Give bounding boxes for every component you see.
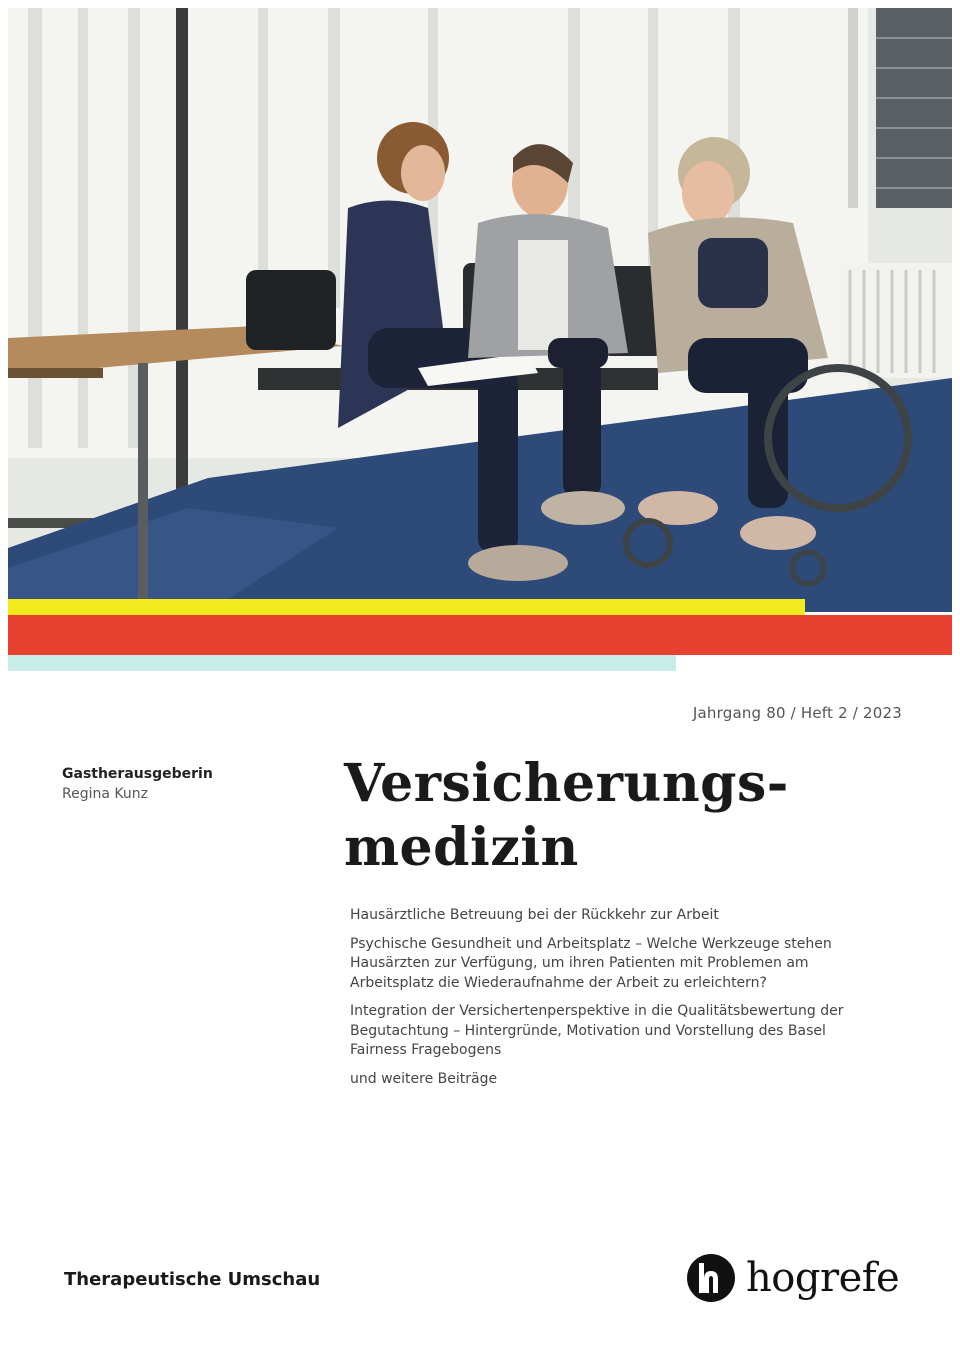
guest-editor-name: Regina Kunz: [62, 786, 148, 802]
publisher-logo: [686, 1248, 899, 1308]
article-list: [350, 906, 870, 1098]
title-line-1: Versicherungs-: [344, 753, 789, 814]
hogrefe-logo-icon: [686, 1253, 736, 1303]
journal-name: Therapeutische Umschau: [64, 1269, 321, 1290]
red-stripe: [8, 615, 952, 655]
cover-title: [344, 752, 904, 880]
article-2: Psychische Gesundheit und Arbeitsplatz – Welche Werkzeuge stehen Hausärzten zur Verfügung, um ihren Patienten mit Problemen am Arbeitsplatz die Wiederaufnahme der Arbeit zu erleichtern?: [350, 935, 832, 991]
publisher-name: hogrefe: [746, 1255, 900, 1301]
article-more: und weitere Beiträge: [350, 1070, 498, 1087]
title-line-2: medizin: [344, 817, 579, 878]
article-1: Hausärztliche Betreuung bei der Rückkehr zur Arbeit: [350, 907, 719, 923]
guest-editor-label: Gastherausgeberin: [62, 766, 213, 782]
issue-info: Jahrgang 80 / Heft 2 / 2023: [692, 704, 902, 722]
cover-photo: [8, 8, 952, 612]
cyan-stripe: [8, 655, 676, 671]
yellow-stripe: [8, 599, 805, 615]
article-3: Integration der Versichertenperspektive in die Qualitätsbewertung der Begutachtung – Hintergründe, Motivation und Vorstellung des Basel Fairness Fragebogens: [350, 1003, 844, 1058]
